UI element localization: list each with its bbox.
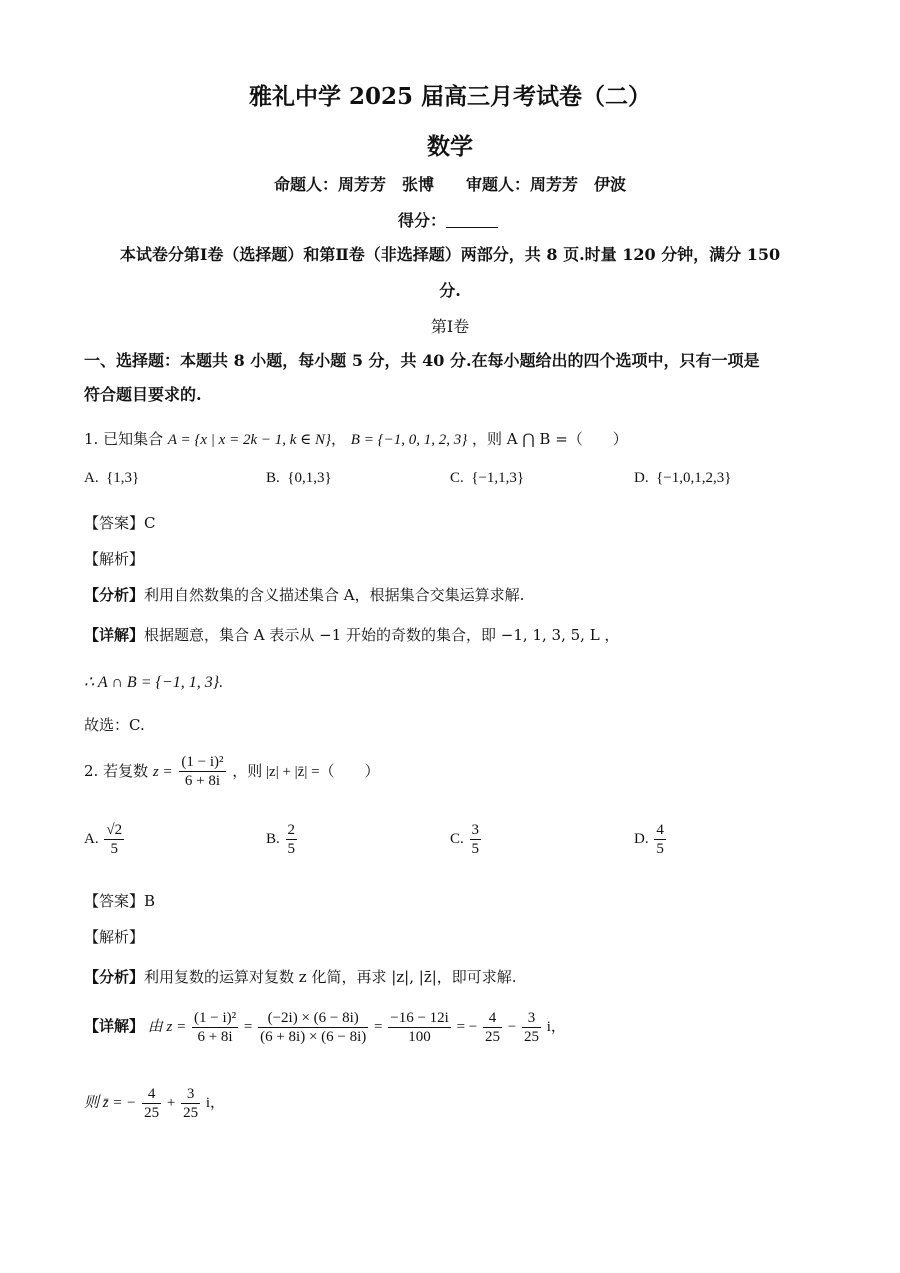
- q2-answer: 【答案】B: [84, 892, 156, 910]
- score-label: 得分：: [398, 211, 447, 230]
- q2-z-fraction: [179, 754, 225, 790]
- q2-z-den: 6 + 8i: [184, 772, 220, 789]
- q1-ask: ，则 A ⋂ B =（ ）: [471, 430, 628, 448]
- q2-option-c: C. $\frac{3}{5}$: [450, 822, 480, 857]
- q2-detail-frac-2: $\frac{(-2i) \times (6 - 8i)}{(6 + 8i) \times (6 - 8i)}$: [260, 1010, 367, 1045]
- q1-option-d: D. {−1,0,1,2,3}: [634, 470, 732, 486]
- subject-title: 数学: [427, 133, 473, 160]
- q2-fenxi-text: 利用复数的运算对复数 z 化简，再求 |z|, |z̄|，即可求解.: [144, 968, 517, 986]
- q1-sep: ，: [331, 430, 347, 448]
- q2-conj-frac-2: $\frac{3}{25}$: [183, 1086, 199, 1121]
- q2-fenxi: [84, 966, 517, 987]
- score-blank: [446, 213, 498, 228]
- q2-z-num: (1 − i)²: [181, 754, 224, 770]
- q1-stem: [84, 428, 628, 449]
- q1-choose: 故选：C.: [84, 716, 145, 734]
- q1-detail-label: 【详解】: [84, 626, 145, 644]
- q2-conj: 则 z̄ = − $\frac{4}{25}$ + $\frac{3}{25}$ i，: [84, 1086, 225, 1121]
- q2-detail-frac-4: $\frac{4}{25}$: [485, 1010, 501, 1045]
- q2-detail-label: 【详解】: [84, 1019, 145, 1036]
- intro-line-2: 分.: [439, 281, 461, 300]
- q1-detail-text: 根据题意，集合 A 表示从 −1 开始的奇数的集合，即 −1, 1, 3, 5, L ，: [144, 626, 620, 644]
- q2-detail-tail: i，: [546, 1019, 566, 1036]
- q2-ask: ，则 |z| + |z̄| =（ ）: [232, 763, 380, 780]
- q1-detail: [84, 624, 619, 645]
- q1-fenxi-label: 【分析】: [84, 586, 145, 604]
- q1-option-c: C. {−1,1,3}: [450, 470, 525, 486]
- q2-option-b: B. $\frac{2}{5}$: [266, 822, 296, 857]
- q1-answer: 【答案】C: [84, 514, 156, 532]
- q2-option-d: D. $\frac{4}{5}$: [634, 822, 664, 857]
- q1-set-a: A = {x | x = 2k − 1, k ∈ N}: [167, 432, 331, 448]
- q2-detail-prefix: 由 z =: [147, 1019, 187, 1036]
- q2-analysis-label: 【解析】: [84, 928, 145, 946]
- q1-prefix: 1. 已知集合: [84, 430, 164, 448]
- q2-conj-tail: i，: [205, 1095, 225, 1112]
- q1-set-b: B = {−1, 0, 1, 2, 3}: [350, 432, 468, 448]
- author-line: 命题人：周芳芳 张博 审题人：周芳芳 伊波: [273, 175, 626, 194]
- q1-option-b: B. {0,1,3}: [266, 470, 332, 486]
- q1-fenxi-text: 利用自然数集的含义描述集合 A，根据集合交集运算求解.: [144, 586, 525, 604]
- q2-detail-frac-1: $\frac{\text{(1 − i)²}}{6 + 8i}$: [193, 1010, 237, 1045]
- exam-title: 雅礼中学 2025 届高三月考试卷（二）: [248, 83, 652, 110]
- q2-prefix: 2. 若复数: [84, 761, 149, 780]
- q1-analysis-label: 【解析】: [84, 550, 145, 568]
- score-line: [398, 208, 498, 231]
- q2-stem: [84, 754, 380, 790]
- q1-conclusion: ∴ A ∩ B = {−1, 1, 3}.: [84, 674, 224, 691]
- section-heading-1: 一、选择题：本题共 8 小题，每小题 5 分，共 40 分.在每小题给出的四个选项中，只有一项是: [84, 351, 760, 370]
- q1-fenxi: [84, 584, 524, 605]
- section-heading-2: 符合题目要求的.: [84, 385, 202, 404]
- q2-fenxi-label: 【分析】: [84, 968, 145, 986]
- q2-detail-frac-3: $\frac{-16 - 12i}{100}$: [390, 1010, 449, 1045]
- volume-title: 第Ⅰ卷: [430, 317, 470, 336]
- q2-option-a: A. $\frac{√2}{5}$: [84, 822, 123, 857]
- q2-conj-prefix: 则 z̄ = −: [84, 1095, 137, 1112]
- q2-detail: 【详解】 由 z = $\frac{\text{(1 − i)²}}{6 + 8i}$ = $\frac{(-2i) \times (6 - 8i)}{(6 + 8i) \times (6 - 8i)}$ = $\frac{-16 - 12i}{100}$ = − $\frac{4}{25}$ − $\frac{3}{25}$ i，: [84, 1010, 566, 1045]
- q2-conj-frac-1: $\frac{4}{25}$: [144, 1086, 160, 1121]
- q2-z-lhs: z =: [152, 763, 173, 780]
- intro-line-1: 本试卷分第Ⅰ卷（选择题）和第Ⅱ卷（非选择题）两部分，共 8 页.时量 120 分钟，满分 150: [119, 245, 781, 264]
- q1-option-a: A. {1,3}: [84, 470, 140, 486]
- q2-detail-frac-5: $\frac{3}{25}$: [523, 1010, 539, 1045]
